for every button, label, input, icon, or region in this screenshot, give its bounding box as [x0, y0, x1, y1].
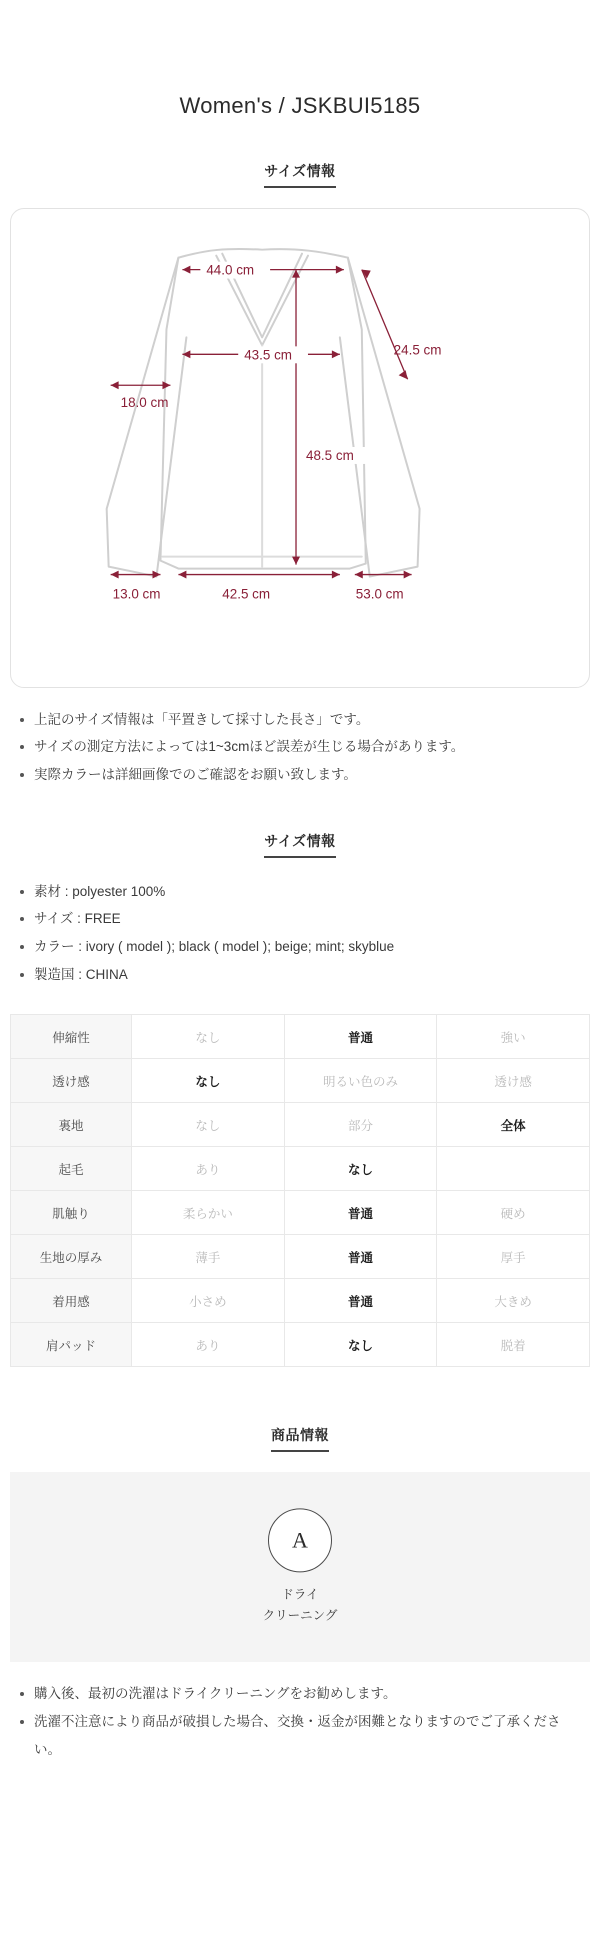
measure-cuff: 13.0 cm: [112, 586, 161, 602]
table-row: [11, 1103, 590, 1147]
size-chart-diagram: [11, 209, 589, 687]
row-option: 部分: [284, 1103, 437, 1147]
product-section-heading-label: 商品情報: [271, 1425, 329, 1452]
table-row: [11, 1279, 590, 1323]
row-label: 着用感: [11, 1279, 132, 1323]
spec-table: [10, 1014, 590, 1367]
list-item: 素材 : polyester 100%: [34, 878, 574, 906]
list-item: サイズの測定方法によっては1~3cmほど誤差が生じる場合があります。: [34, 733, 574, 761]
row-option: あり: [132, 1147, 285, 1191]
table-row: [11, 1235, 590, 1279]
row-option: 明るい色のみ: [284, 1059, 437, 1103]
list-item: 上記のサイズ情報は「平置きして採寸した長さ」です。: [34, 706, 574, 734]
measure-shoulder: 44.0 cm: [206, 262, 255, 278]
row-label: 生地の厚み: [11, 1235, 132, 1279]
care-label-line2: クリーニング: [262, 1608, 338, 1623]
measure-hem: 42.5 cm: [222, 586, 271, 602]
list-item: 洗濯不注意により商品が破損した場合、交換・返金が困難となりますのでご了承ください。: [34, 1708, 574, 1763]
row-option: あり: [132, 1323, 285, 1367]
dry-clean-icon-letter: A: [292, 1527, 308, 1553]
list-item: 実際カラーは詳細画像でのご確認をお願い致します。: [34, 761, 574, 789]
detail-section-heading: [0, 831, 600, 858]
row-option: 厚手: [437, 1235, 590, 1279]
dry-clean-icon: [268, 1509, 332, 1573]
row-option: なし: [284, 1147, 437, 1191]
size-section-heading-label: サイズ情報: [264, 161, 335, 188]
row-option: なし: [132, 1059, 285, 1103]
table-row: [11, 1147, 590, 1191]
table-row: [11, 1191, 590, 1235]
row-option: なし: [284, 1323, 437, 1367]
product-section-heading: [0, 1425, 600, 1452]
row-label: 伸縮性: [11, 1015, 132, 1059]
size-chart-box: [10, 208, 590, 688]
measure-sleeve-opening: 24.5 cm: [393, 342, 442, 358]
size-notes-list: [0, 706, 600, 789]
list-item: サイズ : FREE: [34, 905, 574, 933]
care-notes-list: [0, 1680, 600, 1763]
care-instruction-box: [10, 1472, 590, 1662]
row-option: なし: [132, 1015, 285, 1059]
size-section-heading: [0, 161, 600, 188]
row-option: 普通: [284, 1235, 437, 1279]
row-option: 薄手: [132, 1235, 285, 1279]
row-option: 脱着: [437, 1323, 590, 1367]
row-option: 強い: [437, 1015, 590, 1059]
row-label: 肌触り: [11, 1191, 132, 1235]
measure-length: 48.5 cm: [305, 447, 354, 463]
row-label: 肩パッド: [11, 1323, 132, 1367]
row-label: 起毛: [11, 1147, 132, 1191]
row-option: なし: [132, 1103, 285, 1147]
measure-sleeve-length: 53.0 cm: [355, 586, 404, 602]
product-detail-page: [0, 15, 600, 1804]
row-option: 小さめ: [132, 1279, 285, 1323]
row-option: 全体: [437, 1103, 590, 1147]
row-option: 普通: [284, 1279, 437, 1323]
detail-notes-list: [0, 878, 600, 989]
list-item: 製造国 : CHINA: [34, 961, 574, 989]
row-label: 透け感: [11, 1059, 132, 1103]
table-row: [11, 1323, 590, 1367]
care-label-line1: ドライ: [281, 1587, 319, 1602]
row-option: 大きめ: [437, 1279, 590, 1323]
row-option: 柔らかい: [132, 1191, 285, 1235]
list-item: 購入後、最初の洗濯はドライクリーニングをお勧めします。: [34, 1680, 574, 1708]
row-option: [437, 1147, 590, 1191]
detail-section-heading-label: サイズ情報: [264, 831, 335, 858]
measure-chest: 43.5 cm: [244, 347, 293, 363]
table-row: [11, 1015, 590, 1059]
row-option: 透け感: [437, 1059, 590, 1103]
row-option: 普通: [284, 1191, 437, 1235]
list-item: カラー : ivory ( model ); black ( model ); beige; mint; skyblue: [34, 933, 574, 961]
table-row: [11, 1059, 590, 1103]
row-label: 裏地: [11, 1103, 132, 1147]
page-title: Women's / JSKBUI5185: [179, 92, 421, 118]
row-option: 普通: [284, 1015, 437, 1059]
row-option: 硬め: [437, 1191, 590, 1235]
care-label: [10, 1585, 590, 1626]
measure-armhole: 18.0 cm: [120, 394, 169, 410]
